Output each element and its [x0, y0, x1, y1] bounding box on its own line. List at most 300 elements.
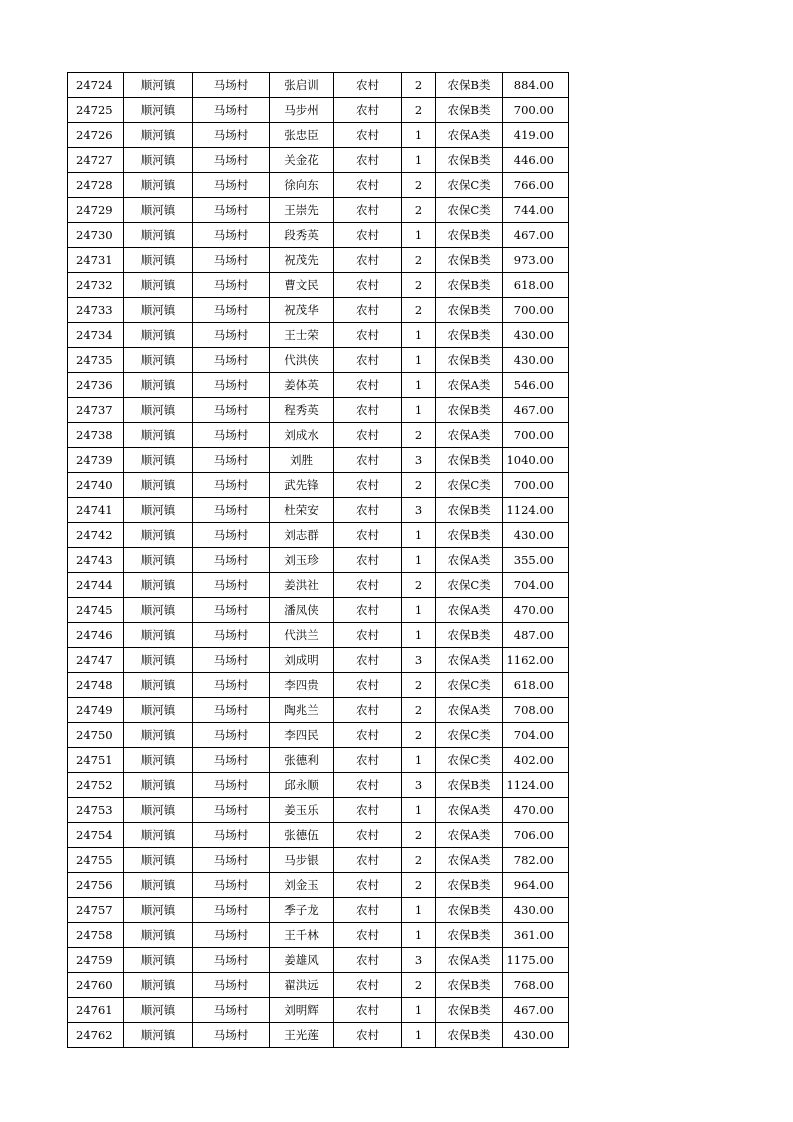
amount-cell: 1175.00	[503, 948, 569, 973]
area-type-cell: 农村	[334, 323, 402, 348]
record-id-cell: 24734	[68, 323, 124, 348]
category-cell: 农保A类	[436, 698, 503, 723]
table-row	[68, 398, 569, 423]
name-cell: 王光莲	[270, 1023, 334, 1048]
category-cell: 农保A类	[436, 598, 503, 623]
category-cell: 农保C类	[436, 673, 503, 698]
town-cell: 顺河镇	[124, 898, 193, 923]
town-cell: 顺河镇	[124, 298, 193, 323]
table-row	[68, 898, 569, 923]
name-cell: 刘金玉	[270, 873, 334, 898]
category-cell: 农保A类	[436, 548, 503, 573]
category-cell: 农保B类	[436, 223, 503, 248]
household-count-cell: 1	[402, 123, 436, 148]
name-cell: 祝茂先	[270, 248, 334, 273]
amount-cell: 430.00	[503, 1023, 569, 1048]
table-row	[68, 698, 569, 723]
area-type-cell: 农村	[334, 973, 402, 998]
household-count-cell: 1	[402, 398, 436, 423]
amount-cell: 704.00	[503, 723, 569, 748]
area-type-cell: 农村	[334, 623, 402, 648]
amount-cell: 419.00	[503, 123, 569, 148]
village-cell: 马场村	[193, 373, 270, 398]
area-type-cell: 农村	[334, 548, 402, 573]
category-cell: 农保A类	[436, 823, 503, 848]
name-cell: 曹文民	[270, 273, 334, 298]
village-cell: 马场村	[193, 998, 270, 1023]
category-cell: 农保A类	[436, 798, 503, 823]
record-id-cell: 24755	[68, 848, 124, 873]
category-cell: 农保A类	[436, 123, 503, 148]
area-type-cell: 农村	[334, 373, 402, 398]
table-row	[68, 523, 569, 548]
area-type-cell: 农村	[334, 798, 402, 823]
area-type-cell: 农村	[334, 98, 402, 123]
table-row	[68, 798, 569, 823]
household-count-cell: 2	[402, 848, 436, 873]
household-count-cell: 2	[402, 973, 436, 998]
town-cell: 顺河镇	[124, 998, 193, 1023]
name-cell: 姜体英	[270, 373, 334, 398]
name-cell: 刘胜	[270, 448, 334, 473]
table-row	[68, 848, 569, 873]
town-cell: 顺河镇	[124, 323, 193, 348]
area-type-cell: 农村	[334, 348, 402, 373]
category-cell: 农保A类	[436, 948, 503, 973]
name-cell: 刘玉珍	[270, 548, 334, 573]
area-type-cell: 农村	[334, 873, 402, 898]
table-row	[68, 748, 569, 773]
category-cell: 农保B类	[436, 1023, 503, 1048]
town-cell: 顺河镇	[124, 723, 193, 748]
record-id-cell: 24738	[68, 423, 124, 448]
record-id-cell: 24736	[68, 373, 124, 398]
village-cell: 马场村	[193, 798, 270, 823]
amount-cell: 768.00	[503, 973, 569, 998]
village-cell: 马场村	[193, 723, 270, 748]
town-cell: 顺河镇	[124, 798, 193, 823]
name-cell: 马步银	[270, 848, 334, 873]
category-cell: 农保B类	[436, 898, 503, 923]
household-count-cell: 2	[402, 198, 436, 223]
village-cell: 马场村	[193, 598, 270, 623]
amount-cell: 1162.00	[503, 648, 569, 673]
household-count-cell: 1	[402, 373, 436, 398]
amount-cell: 467.00	[503, 398, 569, 423]
town-cell: 顺河镇	[124, 348, 193, 373]
category-cell: 农保B类	[436, 873, 503, 898]
record-id-cell: 24741	[68, 498, 124, 523]
amount-cell: 430.00	[503, 348, 569, 373]
name-cell: 张德伍	[270, 823, 334, 848]
household-count-cell: 3	[402, 648, 436, 673]
table-row	[68, 1023, 569, 1048]
household-count-cell: 1	[402, 898, 436, 923]
household-count-cell: 2	[402, 173, 436, 198]
amount-cell: 1124.00	[503, 773, 569, 798]
area-type-cell: 农村	[334, 598, 402, 623]
category-cell: 农保B类	[436, 498, 503, 523]
record-id-cell: 24728	[68, 173, 124, 198]
amount-cell: 546.00	[503, 373, 569, 398]
area-type-cell: 农村	[334, 148, 402, 173]
record-id-cell: 24744	[68, 573, 124, 598]
table-row	[68, 148, 569, 173]
amount-cell: 964.00	[503, 873, 569, 898]
area-type-cell: 农村	[334, 648, 402, 673]
category-cell: 农保B类	[436, 973, 503, 998]
record-id-cell: 24757	[68, 898, 124, 923]
village-cell: 马场村	[193, 698, 270, 723]
table-row	[68, 923, 569, 948]
table-row	[68, 448, 569, 473]
area-type-cell: 农村	[334, 423, 402, 448]
table-row	[68, 648, 569, 673]
amount-cell: 467.00	[503, 223, 569, 248]
amount-cell: 708.00	[503, 698, 569, 723]
town-cell: 顺河镇	[124, 673, 193, 698]
town-cell: 顺河镇	[124, 573, 193, 598]
record-id-cell: 24732	[68, 273, 124, 298]
town-cell: 顺河镇	[124, 73, 193, 98]
village-cell: 马场村	[193, 748, 270, 773]
amount-cell: 973.00	[503, 248, 569, 273]
town-cell: 顺河镇	[124, 148, 193, 173]
name-cell: 陶兆兰	[270, 698, 334, 723]
village-cell: 马场村	[193, 473, 270, 498]
town-cell: 顺河镇	[124, 248, 193, 273]
household-count-cell: 2	[402, 573, 436, 598]
town-cell: 顺河镇	[124, 123, 193, 148]
name-cell: 祝茂华	[270, 298, 334, 323]
village-cell: 马场村	[193, 548, 270, 573]
name-cell: 程秀英	[270, 398, 334, 423]
area-type-cell: 农村	[334, 73, 402, 98]
village-cell: 马场村	[193, 148, 270, 173]
household-count-cell: 3	[402, 498, 436, 523]
household-count-cell: 1	[402, 923, 436, 948]
category-cell: 农保B类	[436, 398, 503, 423]
area-type-cell: 农村	[334, 273, 402, 298]
household-count-cell: 2	[402, 823, 436, 848]
name-cell: 王崇先	[270, 198, 334, 223]
table-row	[68, 948, 569, 973]
area-type-cell: 农村	[334, 923, 402, 948]
name-cell: 张忠臣	[270, 123, 334, 148]
village-cell: 马场村	[193, 1023, 270, 1048]
name-cell: 张德利	[270, 748, 334, 773]
area-type-cell: 农村	[334, 573, 402, 598]
category-cell: 农保B类	[436, 98, 503, 123]
household-count-cell: 2	[402, 73, 436, 98]
town-cell: 顺河镇	[124, 873, 193, 898]
table-row	[68, 673, 569, 698]
table-body	[68, 73, 569, 1048]
name-cell: 张启训	[270, 73, 334, 98]
amount-cell: 1124.00	[503, 498, 569, 523]
name-cell: 翟洪远	[270, 973, 334, 998]
table-row	[68, 573, 569, 598]
town-cell: 顺河镇	[124, 448, 193, 473]
town-cell: 顺河镇	[124, 848, 193, 873]
table-row	[68, 323, 569, 348]
table-row	[68, 598, 569, 623]
name-cell: 刘成明	[270, 648, 334, 673]
category-cell: 农保C类	[436, 573, 503, 598]
town-cell: 顺河镇	[124, 948, 193, 973]
village-cell: 马场村	[193, 248, 270, 273]
record-id-cell: 24740	[68, 473, 124, 498]
record-id-cell: 24747	[68, 648, 124, 673]
town-cell: 顺河镇	[124, 548, 193, 573]
amount-cell: 470.00	[503, 598, 569, 623]
area-type-cell: 农村	[334, 198, 402, 223]
category-cell: 农保C类	[436, 723, 503, 748]
category-cell: 农保B类	[436, 998, 503, 1023]
village-cell: 马场村	[193, 498, 270, 523]
name-cell: 段秀英	[270, 223, 334, 248]
village-cell: 马场村	[193, 848, 270, 873]
amount-cell: 700.00	[503, 98, 569, 123]
category-cell: 农保B类	[436, 523, 503, 548]
area-type-cell: 农村	[334, 898, 402, 923]
amount-cell: 618.00	[503, 673, 569, 698]
area-type-cell: 农村	[334, 248, 402, 273]
category-cell: 农保B类	[436, 248, 503, 273]
town-cell: 顺河镇	[124, 823, 193, 848]
record-id-cell: 24754	[68, 823, 124, 848]
name-cell: 潘凤侠	[270, 598, 334, 623]
name-cell: 杜荣安	[270, 498, 334, 523]
area-type-cell: 农村	[334, 998, 402, 1023]
record-id-cell: 24730	[68, 223, 124, 248]
area-type-cell: 农村	[334, 223, 402, 248]
town-cell: 顺河镇	[124, 523, 193, 548]
record-id-cell: 24743	[68, 548, 124, 573]
table-row	[68, 348, 569, 373]
household-count-cell: 3	[402, 448, 436, 473]
amount-cell: 782.00	[503, 848, 569, 873]
amount-cell: 704.00	[503, 573, 569, 598]
name-cell: 代洪侠	[270, 348, 334, 373]
household-count-cell: 1	[402, 548, 436, 573]
household-count-cell: 2	[402, 298, 436, 323]
household-count-cell: 1	[402, 323, 436, 348]
record-id-cell: 24745	[68, 598, 124, 623]
area-type-cell: 农村	[334, 398, 402, 423]
area-type-cell: 农村	[334, 523, 402, 548]
town-cell: 顺河镇	[124, 623, 193, 648]
village-cell: 马场村	[193, 273, 270, 298]
village-cell: 马场村	[193, 898, 270, 923]
name-cell: 姜雄风	[270, 948, 334, 973]
town-cell: 顺河镇	[124, 223, 193, 248]
record-id-cell: 24751	[68, 748, 124, 773]
record-id-cell: 24726	[68, 123, 124, 148]
area-type-cell: 农村	[334, 173, 402, 198]
village-cell: 马场村	[193, 673, 270, 698]
record-id-cell: 24758	[68, 923, 124, 948]
category-cell: 农保B类	[436, 273, 503, 298]
area-type-cell: 农村	[334, 448, 402, 473]
area-type-cell: 农村	[334, 848, 402, 873]
village-cell: 马场村	[193, 348, 270, 373]
area-type-cell: 农村	[334, 723, 402, 748]
table-row	[68, 623, 569, 648]
table-row	[68, 373, 569, 398]
table-row	[68, 123, 569, 148]
amount-cell: 430.00	[503, 523, 569, 548]
area-type-cell: 农村	[334, 1023, 402, 1048]
category-cell: 农保B类	[436, 923, 503, 948]
name-cell: 马步州	[270, 98, 334, 123]
amount-cell: 706.00	[503, 823, 569, 848]
village-cell: 马场村	[193, 98, 270, 123]
record-id-cell: 24762	[68, 1023, 124, 1048]
household-count-cell: 2	[402, 698, 436, 723]
area-type-cell: 农村	[334, 698, 402, 723]
name-cell: 姜洪社	[270, 573, 334, 598]
area-type-cell: 农村	[334, 123, 402, 148]
record-id-cell: 24725	[68, 98, 124, 123]
amount-cell: 744.00	[503, 198, 569, 223]
table-row	[68, 423, 569, 448]
record-id-cell: 24749	[68, 698, 124, 723]
category-cell: 农保C类	[436, 748, 503, 773]
record-id-cell: 24753	[68, 798, 124, 823]
village-cell: 马场村	[193, 823, 270, 848]
name-cell: 邱永顺	[270, 773, 334, 798]
record-id-cell: 24729	[68, 198, 124, 223]
data-table	[67, 72, 569, 1048]
table-row	[68, 273, 569, 298]
record-id-cell: 24731	[68, 248, 124, 273]
area-type-cell: 农村	[334, 473, 402, 498]
town-cell: 顺河镇	[124, 473, 193, 498]
table-row	[68, 473, 569, 498]
name-cell: 王士荣	[270, 323, 334, 348]
record-id-cell: 24756	[68, 873, 124, 898]
town-cell: 顺河镇	[124, 98, 193, 123]
village-cell: 马场村	[193, 448, 270, 473]
household-count-cell: 3	[402, 948, 436, 973]
amount-cell: 402.00	[503, 748, 569, 773]
record-id-cell: 24748	[68, 673, 124, 698]
record-id-cell: 24759	[68, 948, 124, 973]
name-cell: 季子龙	[270, 898, 334, 923]
area-type-cell: 农村	[334, 773, 402, 798]
village-cell: 马场村	[193, 573, 270, 598]
amount-cell: 470.00	[503, 798, 569, 823]
town-cell: 顺河镇	[124, 173, 193, 198]
area-type-cell: 农村	[334, 823, 402, 848]
category-cell: 农保B类	[436, 773, 503, 798]
household-count-cell: 1	[402, 348, 436, 373]
village-cell: 马场村	[193, 323, 270, 348]
table-row	[68, 548, 569, 573]
name-cell: 王千林	[270, 923, 334, 948]
table-row	[68, 173, 569, 198]
town-cell: 顺河镇	[124, 1023, 193, 1048]
amount-cell: 430.00	[503, 323, 569, 348]
table-row	[68, 998, 569, 1023]
amount-cell: 766.00	[503, 173, 569, 198]
town-cell: 顺河镇	[124, 773, 193, 798]
village-cell: 马场村	[193, 123, 270, 148]
town-cell: 顺河镇	[124, 373, 193, 398]
category-cell: 农保C类	[436, 173, 503, 198]
name-cell: 姜玉乐	[270, 798, 334, 823]
household-count-cell: 2	[402, 423, 436, 448]
record-id-cell: 24761	[68, 998, 124, 1023]
household-count-cell: 2	[402, 473, 436, 498]
amount-cell: 355.00	[503, 548, 569, 573]
table-row	[68, 198, 569, 223]
town-cell: 顺河镇	[124, 923, 193, 948]
household-count-cell: 2	[402, 273, 436, 298]
category-cell: 农保A类	[436, 373, 503, 398]
amount-cell: 467.00	[503, 998, 569, 1023]
record-id-cell: 24739	[68, 448, 124, 473]
town-cell: 顺河镇	[124, 398, 193, 423]
village-cell: 马场村	[193, 73, 270, 98]
amount-cell: 1040.00	[503, 448, 569, 473]
name-cell: 徐向东	[270, 173, 334, 198]
town-cell: 顺河镇	[124, 748, 193, 773]
category-cell: 农保A类	[436, 848, 503, 873]
amount-cell: 700.00	[503, 423, 569, 448]
name-cell: 刘志群	[270, 523, 334, 548]
table-row	[68, 973, 569, 998]
table-row	[68, 723, 569, 748]
household-count-cell: 1	[402, 598, 436, 623]
name-cell: 代洪兰	[270, 623, 334, 648]
category-cell: 农保B类	[436, 448, 503, 473]
household-count-cell: 1	[402, 148, 436, 173]
record-id-cell: 24735	[68, 348, 124, 373]
town-cell: 顺河镇	[124, 598, 193, 623]
name-cell: 刘成水	[270, 423, 334, 448]
village-cell: 马场村	[193, 623, 270, 648]
category-cell: 农保B类	[436, 323, 503, 348]
table-row	[68, 823, 569, 848]
record-id-cell: 24727	[68, 148, 124, 173]
table-row	[68, 223, 569, 248]
village-cell: 马场村	[193, 523, 270, 548]
village-cell: 马场村	[193, 873, 270, 898]
area-type-cell: 农村	[334, 748, 402, 773]
category-cell: 农保B类	[436, 73, 503, 98]
household-count-cell: 3	[402, 773, 436, 798]
household-count-cell: 1	[402, 748, 436, 773]
record-id-cell: 24746	[68, 623, 124, 648]
category-cell: 农保A类	[436, 648, 503, 673]
table-row	[68, 773, 569, 798]
village-cell: 马场村	[193, 298, 270, 323]
village-cell: 马场村	[193, 223, 270, 248]
area-type-cell: 农村	[334, 498, 402, 523]
table-row	[68, 298, 569, 323]
village-cell: 马场村	[193, 948, 270, 973]
table-row	[68, 498, 569, 523]
village-cell: 马场村	[193, 173, 270, 198]
village-cell: 马场村	[193, 198, 270, 223]
category-cell: 农保A类	[436, 423, 503, 448]
household-count-cell: 1	[402, 523, 436, 548]
village-cell: 马场村	[193, 648, 270, 673]
name-cell: 李四贵	[270, 673, 334, 698]
record-id-cell: 24752	[68, 773, 124, 798]
